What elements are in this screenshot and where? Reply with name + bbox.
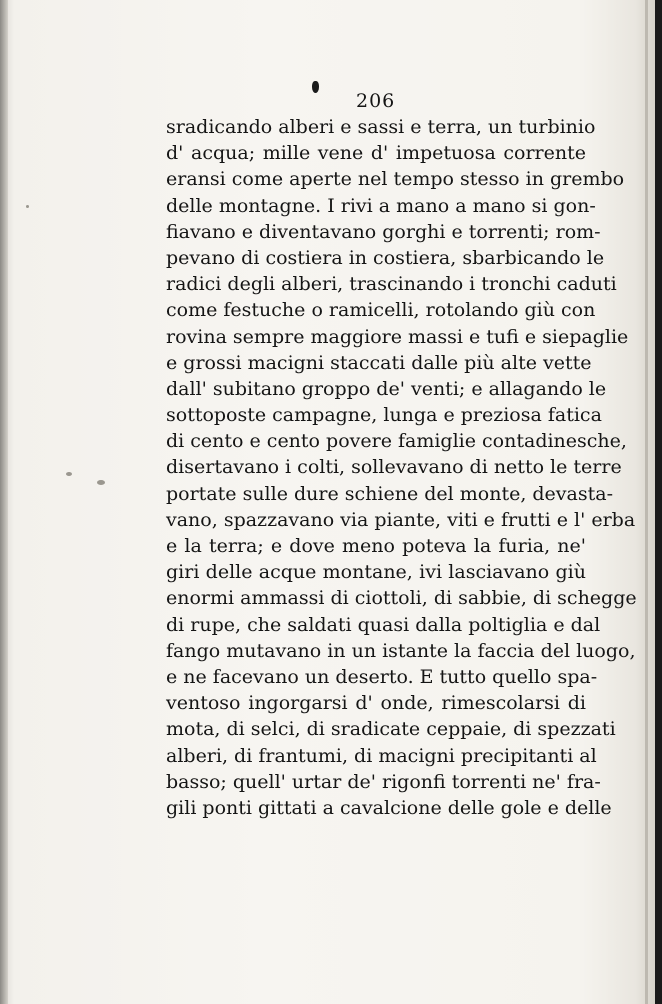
text-line: alberi, di frantumi, di macigni precipitanti al: [166, 744, 597, 767]
text-line: enormi ammassi di ciottoli, di sabbie, di schegge: [166, 587, 637, 610]
page-number: 206: [356, 90, 396, 112]
page-right-edge: [655, 0, 662, 1004]
text-line: sradicando alberi e sassi e terra, un turbinio: [166, 116, 596, 138]
text-line: dall' subitano groppo de' venti; e allagando le: [166, 377, 607, 400]
body-text: [166, 114, 637, 821]
text-line: basso; quell' urtar de' rigonfi torrenti ne' fra-: [166, 770, 601, 793]
text-line: come festuche o ramicelli, rotolando giù con: [166, 299, 596, 322]
text-line: eransi come aperte nel tempo stesso in grembo: [166, 168, 625, 191]
text-line: e ne facevano un deserto. E tutto quello spa-: [166, 665, 598, 688]
text-line: pevano di costiera in costiera, sbarbicando le: [166, 246, 605, 269]
text-line: fiavano e diventavano gorghi e torrenti; rom-: [166, 220, 601, 243]
text-line: di rupe, che saldati quasi dalla poltiglia e dal: [166, 613, 601, 636]
text-line: delle montagne. I rivi a mano a mano si gon-: [166, 194, 596, 217]
paper-speck: [26, 205, 29, 208]
text-line: e la terra; e dove meno poteva la furia, ne': [166, 535, 586, 557]
text-line: giri delle acque montane, ivi lasciavano giù: [166, 561, 586, 584]
text-line: rovina sempre maggiore massi e tufi e siepaglie: [166, 325, 629, 348]
text-line: radici degli alberi, trascinando i tronchi caduti: [166, 273, 617, 296]
text-line: ventoso ingorgarsi d' onde, rimescolarsi di: [166, 692, 586, 715]
paper-speck: [97, 480, 105, 485]
text-line: vano, spazzavano via piante, viti e frutti e l' erba: [166, 508, 636, 531]
page-left-edge: [0, 0, 8, 1004]
text-line: e grossi macigni staccati dalle più alte vette: [166, 351, 592, 374]
paper-speck: [66, 472, 72, 476]
text-line: mota, di selci, di sradicate ceppaie, di spezzati: [166, 718, 616, 741]
page-fold-line: [645, 0, 648, 1004]
text-line: fango mutavano in un istante la faccia del luogo,: [166, 639, 636, 662]
text-line: sottoposte campagne, lunga e preziosa fatica: [166, 404, 602, 427]
ink-blot: [312, 81, 319, 93]
text-line: portate sulle dure schiene del monte, devasta-: [166, 482, 614, 505]
text-line: d' acqua; mille vene d' impetuosa corrente: [166, 142, 586, 165]
text-line: gili ponti gittati a cavalcione delle gole e delle: [166, 796, 612, 819]
text-line: di cento e cento povere famiglie contadinesche,: [166, 430, 627, 453]
text-line: disertavano i colti, sollevavano di netto le terre: [166, 456, 622, 479]
